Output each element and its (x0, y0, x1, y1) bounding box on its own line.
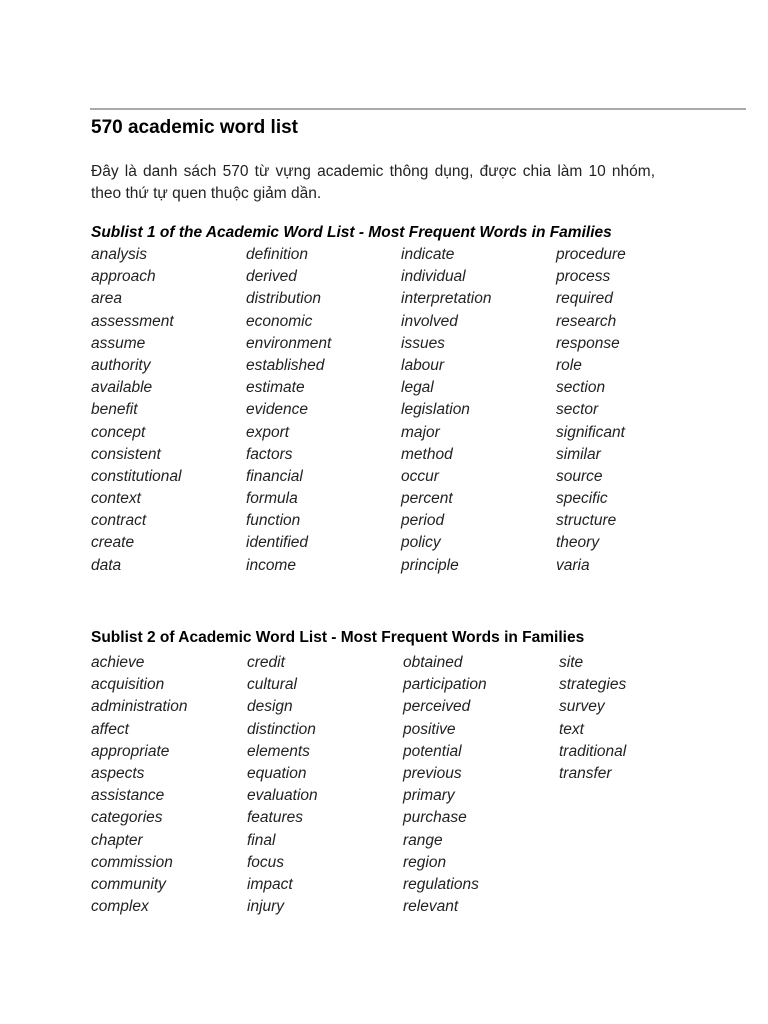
word-item: income (246, 556, 296, 574)
word-item: credit (247, 654, 285, 671)
word-item: context (91, 490, 141, 508)
word-item: process (556, 268, 611, 286)
word-item: legal (401, 379, 434, 397)
word-item: distinction (247, 720, 316, 738)
word-item: features (247, 809, 304, 827)
word-item: derived (246, 268, 297, 286)
word-item: assessment (91, 312, 174, 330)
word-item: previous (403, 764, 462, 782)
word-item: required (556, 290, 613, 308)
word-item: factors (246, 445, 293, 463)
word-item: formula (246, 490, 298, 508)
word-item: region (403, 853, 447, 871)
word-item: relevant (403, 898, 459, 916)
intro-paragraph: Đây là danh sách 570 từ vựng academic thông dụng, được chia làm 10 nhóm, theo thứ tự quen thuộc giảm dần. (91, 163, 655, 202)
word-item: elements (247, 742, 310, 760)
word-item: community (91, 875, 166, 893)
word-item: assume (91, 334, 146, 352)
word-item: occur (401, 467, 439, 485)
word-item: identified (246, 534, 309, 552)
word-item: principle (401, 556, 459, 574)
word-item: procedure (556, 246, 626, 263)
word-item: equation (247, 764, 307, 782)
word-item: area (91, 290, 123, 308)
word-item: final (247, 831, 276, 849)
word-item: achieve (91, 654, 145, 671)
word-item: labour (401, 356, 445, 374)
word-item: positive (403, 720, 456, 738)
word-item: available (91, 379, 153, 397)
word-item: research (556, 312, 617, 330)
word-item: participation (403, 676, 487, 694)
word-item: distribution (246, 290, 321, 308)
word-item: export (246, 423, 290, 441)
word-item: financial (246, 467, 303, 485)
word-item: percent (401, 490, 453, 508)
word-item: period (401, 512, 445, 530)
word-item: authority (91, 356, 151, 374)
word-item: structure (556, 512, 617, 530)
word-item: traditional (559, 742, 627, 760)
document-title: 570 academic word list (91, 117, 298, 138)
word-item: cultural (247, 676, 297, 694)
word-item: individual (401, 268, 466, 286)
word-item: section (556, 379, 606, 397)
word-item: method (401, 445, 453, 463)
word-item: injury (247, 898, 285, 916)
sublist-2-heading: Sublist 2 of Academic Word List - Most Frequent Words in Families (91, 629, 585, 646)
word-item: legislation (401, 401, 470, 419)
word-item: transfer (559, 764, 612, 782)
word-item: economic (246, 312, 313, 330)
word-item: varia (556, 556, 590, 574)
word-item: categories (91, 809, 163, 827)
word-item: role (556, 356, 582, 374)
word-item: create (91, 534, 135, 552)
sublist-1-word-grid (91, 244, 676, 577)
word-item: acquisition (91, 676, 165, 694)
sublist-2-word-grid (91, 652, 679, 918)
word-item: major (401, 423, 440, 441)
word-item: impact (247, 875, 293, 893)
word-item: site (559, 654, 584, 671)
word-item: function (246, 512, 301, 530)
word-item: primary (403, 787, 455, 805)
word-item: sector (556, 401, 599, 419)
word-item: evidence (246, 401, 309, 419)
word-item: obtained (403, 654, 463, 671)
word-item: response (556, 334, 620, 352)
word-item: estimate (246, 379, 305, 397)
word-item: established (246, 356, 325, 374)
word-item: design (247, 698, 293, 716)
word-item: issues (401, 334, 445, 352)
word-item: chapter (91, 831, 143, 849)
word-item: potential (403, 742, 462, 760)
word-item: consistent (91, 445, 161, 463)
word-item: constitutional (91, 467, 182, 485)
word-item: survey (559, 698, 605, 716)
word-item: policy (401, 534, 441, 552)
word-item: commission (91, 853, 173, 871)
top-divider (90, 108, 746, 110)
word-item: theory (556, 534, 600, 552)
word-item: definition (246, 246, 309, 263)
word-item: indicate (401, 246, 455, 263)
word-item: similar (556, 445, 601, 463)
word-item: perceived (403, 698, 471, 716)
word-item: administration (91, 698, 188, 716)
word-item: appropriate (91, 742, 170, 760)
word-item: complex (91, 898, 149, 916)
word-item: benefit (91, 401, 138, 419)
word-item: environment (246, 334, 332, 352)
word-item: analysis (91, 246, 147, 263)
word-item: text (559, 720, 584, 738)
word-item: assistance (91, 787, 165, 805)
word-item: evaluation (247, 787, 318, 805)
word-item: affect (91, 720, 129, 738)
word-item: specific (556, 490, 608, 508)
word-item: significant (556, 423, 625, 441)
word-item: involved (401, 312, 458, 330)
word-item: regulations (403, 875, 479, 893)
word-item: source (556, 467, 603, 485)
word-item: approach (91, 268, 156, 286)
word-item: interpretation (401, 290, 492, 308)
word-item: aspects (91, 764, 145, 782)
word-item: range (403, 831, 443, 849)
word-item: strategies (559, 676, 627, 694)
word-item: purchase (403, 809, 467, 827)
word-item: data (91, 556, 122, 574)
word-item: concept (91, 423, 146, 441)
sublist-1-heading: Sublist 1 of the Academic Word List - Most Frequent Words in Families (91, 224, 612, 241)
word-item: focus (247, 853, 285, 871)
word-item: contract (91, 512, 147, 530)
